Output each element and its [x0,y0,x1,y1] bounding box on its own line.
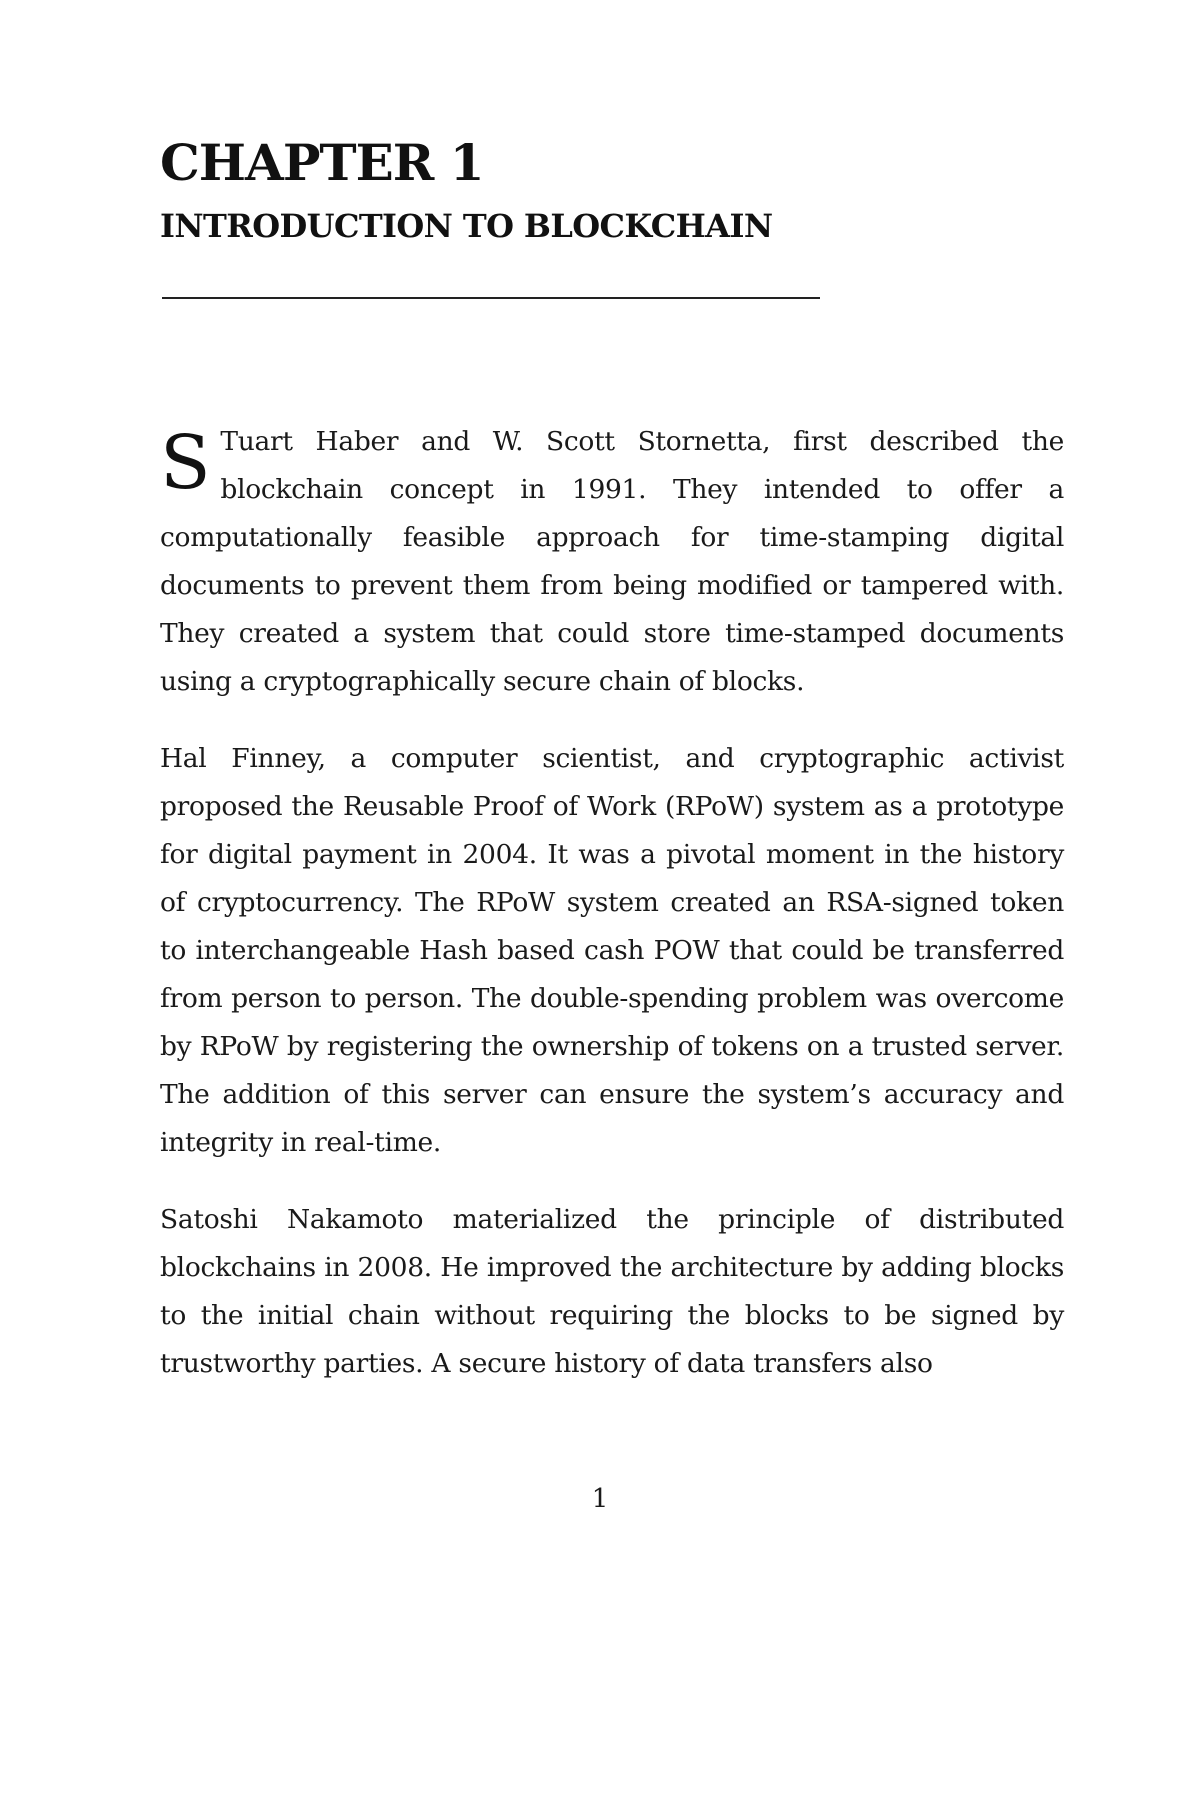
paragraph-2: Hal Finney, a computer scientist, and cryptographic activist proposed the Reusable Proof of Work (RPoW) system as a prototype for digital payment in 2004. It was a pivotal moment in the history of cryptocurrency. The RPoW system created an RSA-signed token to interchangeable Hash based cash POW that could be transferred from person to person. The double-spending problem was overcome by RPoW by registering the ownership of tokens on a trusted server. The addition of this server can ensure the system’s accuracy and integrity in real-time. [160,743,1064,1158]
page-number: 1 [591,1484,609,1514]
paragraph-3: Satoshi Nakamoto materialized the principle of distributed blockchains in 2008. He improved the architecture by adding blocks to the initial chain without requiring the blocks to be signed by trustworthy parties. A secure history of data transfers also [160,1204,1064,1379]
paragraph-1-text: Tuart Haber and W. Scott Stornetta, first described the blockchain concept in 1991. They intended to offer a computationally feasible approach for time-stamping digital documents to prevent them from being modified or tampered with. They created a system that could store time-stamped documents using a cryptographically secure chain of blocks. [160,426,1064,697]
drop-cap: S [160,420,211,506]
chapter-label: CHAPTER 1 [160,133,484,192]
chapter-title: INTRODUCTION TO BLOCKCHAIN [160,207,773,245]
paragraph-1 [160,418,1064,706]
body-text [160,418,1064,1417]
title-divider-rule [162,297,820,299]
